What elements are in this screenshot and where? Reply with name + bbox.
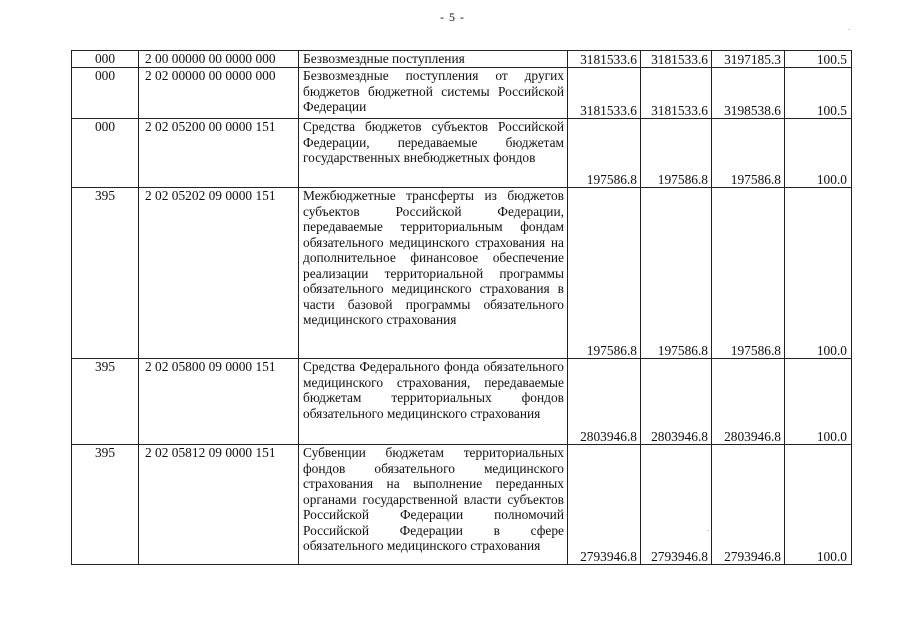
- revenue-name-cell: Межбюджетные трансферты из бюджетов субъектов Российской Федерации, передаваемые территориальным фондам обязательного медицинского страхования на дополнительное финансовое обеспечение реализации территориальной программы обязательного медицинского страхования в части базовой программы обязательного медицинского страхования: [299, 188, 568, 359]
- kbk-code-cell: 2 02 00000 00 0000 000: [139, 68, 299, 119]
- admin-code-cell: 395: [72, 359, 139, 445]
- table-row: [72, 445, 852, 565]
- kbk-code-cell: 2 00 00000 00 0000 000: [139, 51, 299, 68]
- revenue-name-cell: Безвозмездные поступления от других бюджетов бюджетной системы Российской Федерации: [299, 68, 568, 119]
- percent-cell: 100.5: [785, 68, 852, 119]
- admin-code-cell: 000: [72, 119, 139, 188]
- revenue-name-cell: Средства Федерального фонда обязательного медицинского страхования, передаваемые бюджетам территориальных фондов обязательного медицинского страхования: [299, 359, 568, 445]
- table-row: [72, 51, 852, 68]
- executed-cell: 3197185.3: [712, 51, 785, 68]
- refined-plan-cell: 2793946.8: [641, 445, 712, 565]
- refined-plan-cell: 197586.8: [641, 119, 712, 188]
- admin-code-cell: 395: [72, 188, 139, 359]
- admin-code-cell: 000: [72, 68, 139, 119]
- page-number: - 5 -: [440, 10, 465, 24]
- kbk-code-cell: 2 02 05812 09 0000 151: [139, 445, 299, 565]
- executed-cell: 2793946.8: [712, 445, 785, 565]
- refined-plan-cell: 3181533.6: [641, 68, 712, 119]
- approved-plan-cell: 197586.8: [568, 188, 641, 359]
- table-row: [72, 119, 852, 188]
- refined-plan-cell: 2803946.8: [641, 359, 712, 445]
- kbk-code-cell: 2 02 05800 09 0000 151: [139, 359, 299, 445]
- approved-plan-cell: 3181533.6: [568, 51, 641, 68]
- executed-cell: 2803946.8: [712, 359, 785, 445]
- refined-plan-cell: 3181533.6: [641, 51, 712, 68]
- percent-cell: 100.0: [785, 119, 852, 188]
- refined-plan-cell: 197586.8: [641, 188, 712, 359]
- admin-code-cell: 000: [72, 51, 139, 68]
- executed-cell: 197586.8: [712, 188, 785, 359]
- revenue-name-cell: Субвенции бюджетам территориальных фондов обязательного медицинского страхования на выполнение переданных органами государственной власти субъектов Российской Федерации полномочий Российской Федерации в сфере обязательного медицинского страхования: [299, 445, 568, 565]
- percent-cell: 100.0: [785, 445, 852, 565]
- admin-code-cell: 395: [72, 445, 139, 565]
- approved-plan-cell: 3181533.6: [568, 68, 641, 119]
- kbk-code-cell: 2 02 05202 09 0000 151: [139, 188, 299, 359]
- percent-cell: 100.0: [785, 359, 852, 445]
- percent-cell: 100.0: [785, 188, 852, 359]
- approved-plan-cell: 197586.8: [568, 119, 641, 188]
- scan-speck: .: [707, 523, 710, 533]
- approved-plan-cell: 2803946.8: [568, 359, 641, 445]
- executed-cell: 3198538.6: [712, 68, 785, 119]
- executed-cell: 197586.8: [712, 119, 785, 188]
- revenue-name-cell: Средства бюджетов субъектов Российской Федерации, передаваемые бюджетам государственных внебюджетных фондов: [299, 119, 568, 188]
- table-row: [72, 359, 852, 445]
- kbk-code-cell: 2 02 05200 00 0000 151: [139, 119, 299, 188]
- table-row: [72, 68, 852, 119]
- table-row: [72, 188, 852, 359]
- scan-speck: .: [848, 22, 851, 32]
- percent-cell: 100.5: [785, 51, 852, 68]
- revenue-name-cell: Безвозмездные поступления: [299, 51, 568, 68]
- budget-table: [71, 50, 852, 565]
- approved-plan-cell: 2793946.8: [568, 445, 641, 565]
